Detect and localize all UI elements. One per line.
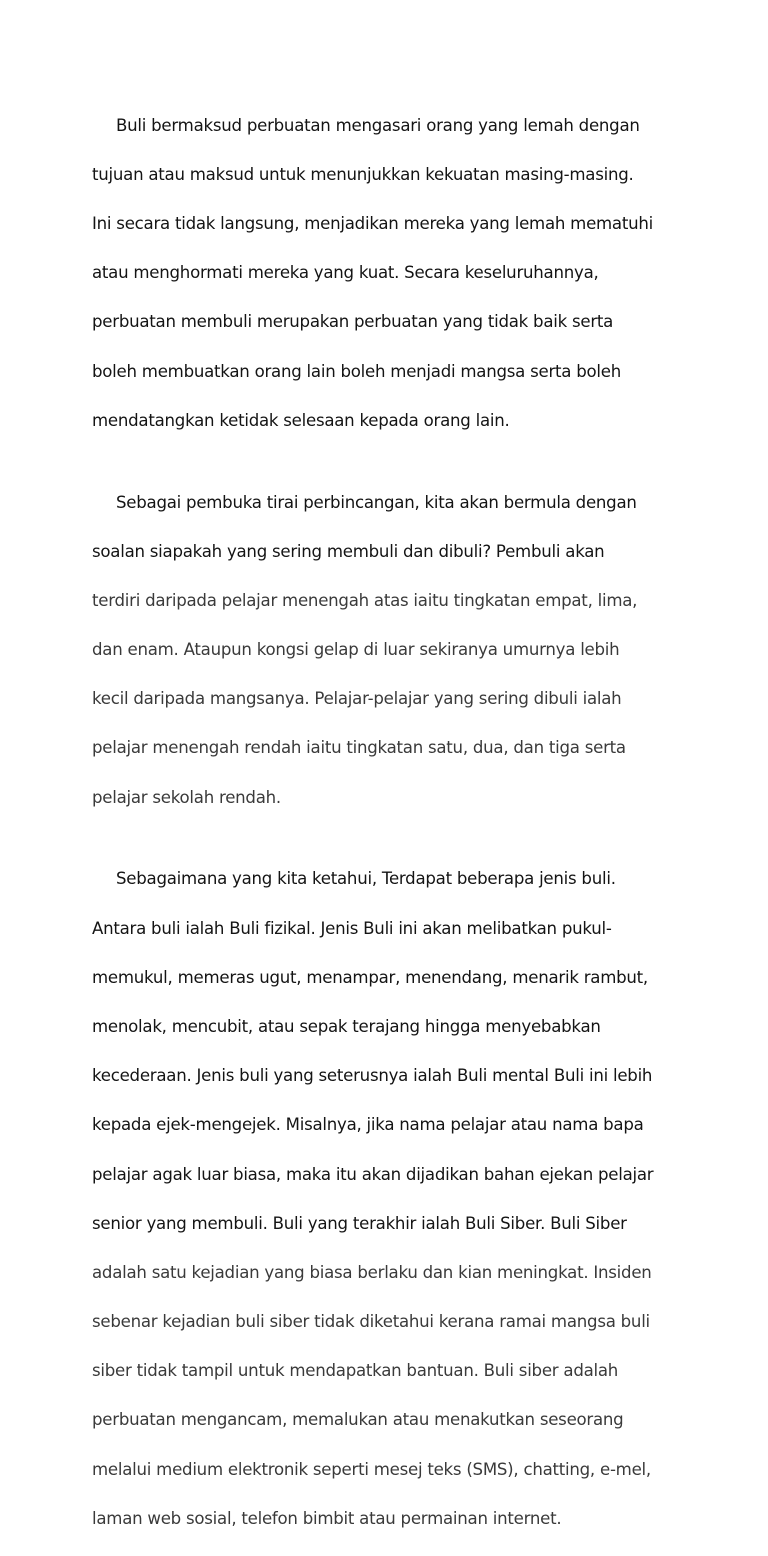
paragraph-line: senior yang membuli. Buli yang terakhir ialah Buli Siber. Buli Siber	[92, 1213, 627, 1233]
document-body	[92, 89, 682, 1556]
paragraph-line: boleh membuatkan orang lain boleh menjadi mangsa serta boleh	[92, 361, 621, 381]
paragraph-line: siber tidak tampil untuk mendapatkan bantuan. Buli siber adalah	[92, 1361, 619, 1381]
paragraph-types-of-bullying	[92, 843, 682, 1556]
paragraph-line: melalui medium elektronik seperti mesej teks (SMS), chatting, e-mel,	[92, 1459, 651, 1479]
paragraph-line: laman web sosial, telefon bimbit atau permainan internet.	[92, 1508, 562, 1528]
paragraph-line: terdiri daripada pelajar menengah atas iaitu tingkatan empat, lima,	[92, 590, 638, 610]
paragraph-line: Sebagaimana yang kita ketahui, Terdapat beberapa jenis buli.	[116, 869, 616, 889]
paragraph-line: pelajar sekolah rendah.	[92, 787, 281, 807]
paragraph-line: Antara buli ialah Buli fizikal. Jenis Buli ini akan melibatkan pukul-	[92, 918, 612, 938]
paragraph-line: pelajar menengah rendah iaitu tingkatan satu, dua, dan tiga serta	[92, 738, 626, 758]
paragraph-line: soalan siapakah yang sering membuli dan dibuli? Pembuli akan	[92, 541, 605, 561]
paragraph-line: tujuan atau maksud untuk menunjukkan kekuatan masing-masing.	[92, 164, 634, 184]
paragraph-line: perbuatan membuli merupakan perbuatan yang tidak baik serta	[92, 312, 614, 332]
paragraph-line: kecederaan. Jenis buli yang seterusnya ialah Buli mental Buli ini lebih	[92, 1066, 653, 1086]
paragraph-line: Buli bermaksud perbuatan mengasari orang yang lemah dengan	[116, 115, 640, 135]
paragraph-line: perbuatan mengancam, memalukan atau menakutkan seseorang	[92, 1410, 624, 1430]
paragraph-line: menolak, mencubit, atau sepak terajang hingga menyebabkan	[92, 1016, 601, 1036]
paragraph-line: atau menghormati mereka yang kuat. Secara keseluruhannya,	[92, 263, 599, 283]
paragraph-line: memukul, memeras ugut, menampar, menendang, menarik rambut,	[92, 967, 648, 987]
paragraph-line: sebenar kejadian buli siber tidak diketahui kerana ramai mangsa buli	[92, 1312, 650, 1332]
paragraph-line: kecil daripada mangsanya. Pelajar-pelajar yang sering dibuli ialah	[92, 689, 622, 709]
paragraph-line: Sebagai pembuka tirai perbincangan, kita akan bermula dengan	[116, 492, 637, 512]
paragraph-line: adalah satu kejadian yang biasa berlaku dan kian meningkat. Insiden	[92, 1262, 652, 1282]
paragraph-line: kepada ejek-mengejek. Misalnya, jika nama pelajar atau nama bapa	[92, 1115, 644, 1135]
paragraph-line: dan enam. Ataupun kongsi gelap di luar sekiranya umurnya lebih	[92, 640, 620, 660]
paragraph-line: mendatangkan ketidak selesaan kepada orang lain.	[92, 410, 510, 430]
paragraph-who-bullies	[92, 466, 682, 835]
paragraph-definition	[92, 89, 682, 458]
paragraph-line: pelajar agak luar biasa, maka itu akan dijadikan bahan ejekan pelajar	[92, 1164, 654, 1184]
paragraph-line: Ini secara tidak langsung, menjadikan mereka yang lemah mematuhi	[92, 213, 654, 233]
